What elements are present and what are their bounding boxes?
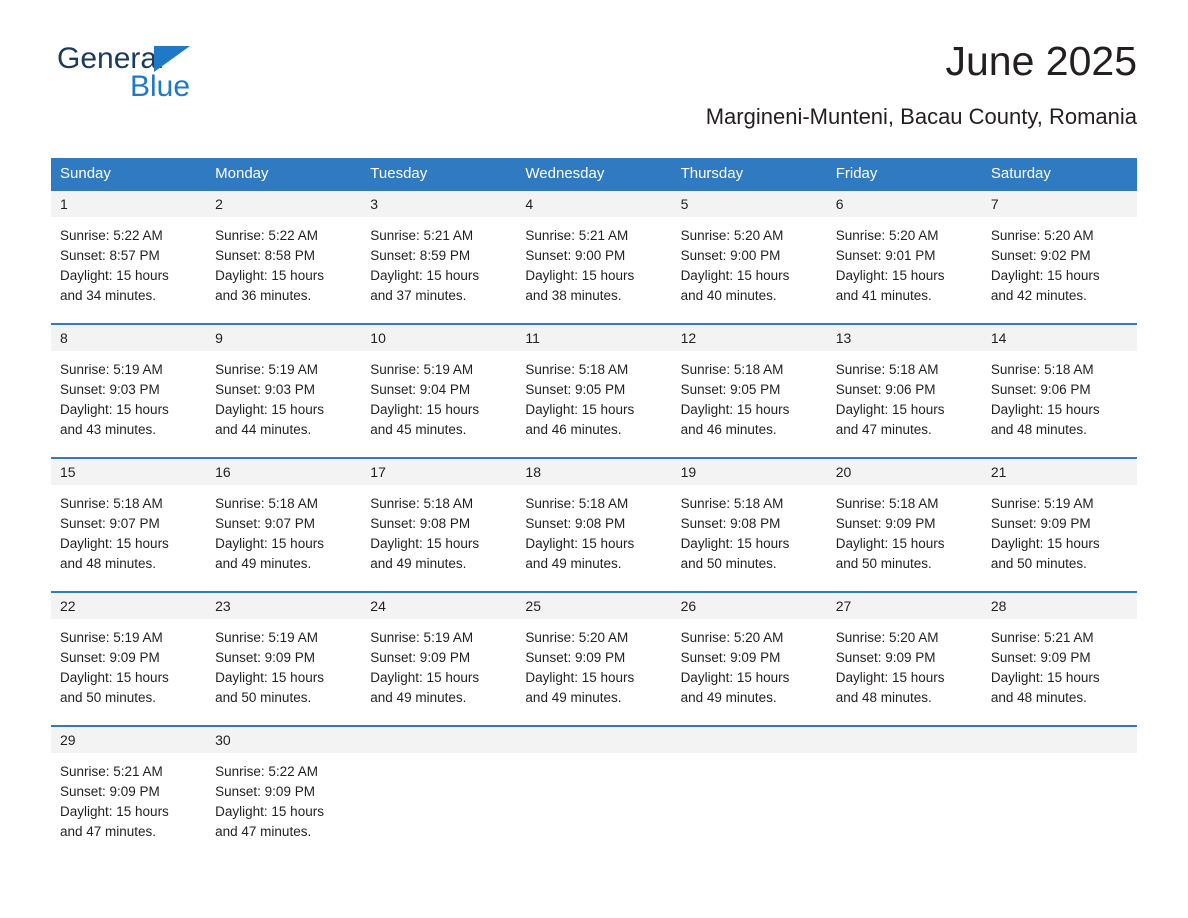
day-number: 6 bbox=[827, 191, 982, 217]
daylight-text-line1: Daylight: 15 hours bbox=[60, 402, 169, 417]
sunrise-text: Sunrise: 5:18 AM bbox=[835, 362, 939, 377]
sunset-text: Sunset: 9:00 PM bbox=[525, 248, 626, 263]
logo-triangle-icon bbox=[154, 46, 190, 72]
daylight-text-line1: Daylight: 15 hours bbox=[990, 268, 1100, 283]
day-cell[interactable] bbox=[206, 591, 361, 725]
weekday-header-row bbox=[51, 158, 1137, 189]
sunset-text: Sunset: 9:09 PM bbox=[835, 516, 936, 531]
daylight-text-line1: Daylight: 15 hours bbox=[835, 670, 945, 685]
day-number: 22 bbox=[51, 593, 206, 619]
sunrise-text: Sunrise: 5:18 AM bbox=[60, 496, 163, 511]
daylight-text-line2: and 49 minutes. bbox=[370, 690, 467, 705]
day-details bbox=[827, 619, 982, 708]
day-details bbox=[206, 753, 361, 842]
day-cell[interactable] bbox=[827, 323, 982, 457]
daylight-text-line2: and 41 minutes. bbox=[835, 288, 932, 303]
daylight-text-line1: Daylight: 15 hours bbox=[60, 268, 169, 283]
day-details bbox=[516, 619, 671, 708]
day-number: 11 bbox=[516, 325, 671, 351]
day-cell[interactable] bbox=[361, 457, 516, 591]
day-details bbox=[516, 351, 671, 440]
day-number: 4 bbox=[516, 191, 671, 217]
sunrise-text: Sunrise: 5:22 AM bbox=[215, 228, 318, 243]
daylight-text-line1: Daylight: 15 hours bbox=[215, 536, 324, 551]
logo-text-blue: Blue bbox=[130, 70, 191, 103]
sunset-text: Sunset: 8:58 PM bbox=[215, 248, 315, 263]
sunrise-text: Sunrise: 5:18 AM bbox=[525, 362, 629, 377]
day-details bbox=[982, 619, 1137, 708]
day-number: 14 bbox=[982, 325, 1137, 351]
sunrise-sunset-calendar bbox=[51, 158, 1137, 859]
daylight-text-line2: and 50 minutes. bbox=[990, 556, 1087, 571]
daylight-text-line2: and 49 minutes. bbox=[370, 556, 467, 571]
sunset-text: Sunset: 9:09 PM bbox=[525, 650, 626, 665]
sunset-text: Sunset: 9:00 PM bbox=[680, 248, 781, 263]
daylight-text-line2: and 50 minutes. bbox=[680, 556, 777, 571]
daylight-text-line1: Daylight: 15 hours bbox=[215, 402, 324, 417]
calendar-week-row bbox=[51, 591, 1137, 725]
day-number: 30 bbox=[206, 727, 361, 753]
daylight-text-line2: and 48 minutes. bbox=[60, 556, 157, 571]
sunrise-text: Sunrise: 5:19 AM bbox=[60, 362, 163, 377]
day-details bbox=[361, 619, 516, 708]
daylight-text-line2: and 47 minutes. bbox=[835, 422, 932, 437]
sunset-text: Sunset: 9:07 PM bbox=[60, 516, 160, 531]
daylight-text-line1: Daylight: 15 hours bbox=[525, 670, 635, 685]
day-details bbox=[361, 351, 516, 440]
daylight-text-line1: Daylight: 15 hours bbox=[835, 536, 945, 551]
day-number: 27 bbox=[827, 593, 982, 619]
daylight-text-line2: and 45 minutes. bbox=[370, 422, 467, 437]
day-cell[interactable] bbox=[827, 457, 982, 591]
logo-text-general: General bbox=[57, 42, 164, 75]
day-number: 9 bbox=[206, 325, 361, 351]
daylight-text-line1: Daylight: 15 hours bbox=[990, 536, 1100, 551]
sunrise-text: Sunrise: 5:20 AM bbox=[835, 228, 939, 243]
sunset-text: Sunset: 9:06 PM bbox=[990, 382, 1091, 397]
day-details bbox=[206, 217, 361, 306]
day-number: 29 bbox=[51, 727, 206, 753]
day-number: 10 bbox=[361, 325, 516, 351]
daylight-text-line2: and 43 minutes. bbox=[60, 422, 157, 437]
day-cell[interactable] bbox=[827, 189, 982, 323]
day-cell[interactable] bbox=[361, 189, 516, 323]
sunset-text: Sunset: 9:09 PM bbox=[680, 650, 781, 665]
daylight-text-line2: and 48 minutes. bbox=[990, 690, 1087, 705]
day-cell-empty bbox=[982, 725, 1137, 859]
weekday-header-friday: Friday bbox=[827, 158, 982, 189]
sunset-text: Sunset: 9:01 PM bbox=[835, 248, 936, 263]
day-details bbox=[51, 619, 206, 708]
day-cell[interactable] bbox=[51, 323, 206, 457]
weekday-header-tuesday: Tuesday bbox=[361, 158, 516, 189]
day-cell[interactable] bbox=[206, 189, 361, 323]
day-number-empty bbox=[672, 727, 827, 753]
weekday-header-sunday: Sunday bbox=[51, 158, 206, 189]
sunset-text: Sunset: 9:08 PM bbox=[370, 516, 471, 531]
day-details bbox=[51, 351, 206, 440]
daylight-text-line1: Daylight: 15 hours bbox=[215, 670, 324, 685]
day-number-empty bbox=[827, 727, 982, 753]
sunrise-text: Sunrise: 5:19 AM bbox=[215, 362, 318, 377]
calendar-week-row bbox=[51, 323, 1137, 457]
sunrise-text: Sunrise: 5:18 AM bbox=[215, 496, 318, 511]
daylight-text-line1: Daylight: 15 hours bbox=[370, 670, 480, 685]
daylight-text-line2: and 48 minutes. bbox=[835, 690, 932, 705]
day-details bbox=[206, 485, 361, 574]
sunrise-text: Sunrise: 5:19 AM bbox=[370, 362, 474, 377]
daylight-text-line2: and 36 minutes. bbox=[215, 288, 312, 303]
day-cell[interactable] bbox=[982, 457, 1137, 591]
daylight-text-line1: Daylight: 15 hours bbox=[370, 536, 480, 551]
day-cell[interactable] bbox=[516, 457, 671, 591]
day-details bbox=[206, 619, 361, 708]
daylight-text-line2: and 49 minutes. bbox=[215, 556, 312, 571]
daylight-text-line2: and 40 minutes. bbox=[680, 288, 777, 303]
day-cell-empty bbox=[827, 725, 982, 859]
sunrise-text: Sunrise: 5:18 AM bbox=[525, 496, 629, 511]
daylight-text-line2: and 34 minutes. bbox=[60, 288, 157, 303]
sunset-text: Sunset: 9:07 PM bbox=[215, 516, 315, 531]
sunset-text: Sunset: 9:08 PM bbox=[680, 516, 781, 531]
sunrise-text: Sunrise: 5:19 AM bbox=[215, 630, 318, 645]
sunrise-text: Sunrise: 5:18 AM bbox=[680, 496, 784, 511]
sunset-text: Sunset: 9:05 PM bbox=[680, 382, 781, 397]
calendar-week-row bbox=[51, 189, 1137, 323]
weekday-header-monday: Monday bbox=[206, 158, 361, 189]
day-number: 12 bbox=[672, 325, 827, 351]
day-number: 26 bbox=[672, 593, 827, 619]
sunrise-text: Sunrise: 5:21 AM bbox=[525, 228, 629, 243]
sunset-text: Sunset: 9:09 PM bbox=[835, 650, 936, 665]
day-details bbox=[827, 485, 982, 574]
daylight-text-line1: Daylight: 15 hours bbox=[525, 536, 635, 551]
day-details bbox=[672, 351, 827, 440]
day-cell[interactable] bbox=[982, 323, 1137, 457]
daylight-text-line1: Daylight: 15 hours bbox=[370, 268, 480, 283]
sunset-text: Sunset: 8:57 PM bbox=[60, 248, 160, 263]
sunset-text: Sunset: 9:06 PM bbox=[835, 382, 936, 397]
day-cell[interactable] bbox=[51, 591, 206, 725]
day-number: 23 bbox=[206, 593, 361, 619]
daylight-text-line2: and 47 minutes. bbox=[60, 824, 157, 839]
calendar-week-row bbox=[51, 457, 1137, 591]
day-number: 25 bbox=[516, 593, 671, 619]
daylight-text-line1: Daylight: 15 hours bbox=[60, 804, 169, 819]
day-number: 16 bbox=[206, 459, 361, 485]
daylight-text-line1: Daylight: 15 hours bbox=[215, 804, 324, 819]
day-cell[interactable] bbox=[206, 725, 361, 859]
daylight-text-line2: and 47 minutes. bbox=[215, 824, 312, 839]
sunset-text: Sunset: 9:09 PM bbox=[370, 650, 471, 665]
general-blue-logo bbox=[57, 42, 237, 104]
day-cell[interactable] bbox=[516, 189, 671, 323]
sunrise-text: Sunrise: 5:21 AM bbox=[370, 228, 474, 243]
day-number: 1 bbox=[51, 191, 206, 217]
sunrise-text: Sunrise: 5:18 AM bbox=[370, 496, 474, 511]
calendar-week-row bbox=[51, 725, 1137, 859]
day-cell[interactable] bbox=[672, 323, 827, 457]
daylight-text-line2: and 49 minutes. bbox=[680, 690, 777, 705]
day-number: 15 bbox=[51, 459, 206, 485]
day-details bbox=[516, 217, 671, 306]
daylight-text-line1: Daylight: 15 hours bbox=[215, 268, 324, 283]
day-cell[interactable] bbox=[361, 323, 516, 457]
day-cell[interactable] bbox=[206, 323, 361, 457]
weekday-header-thursday: Thursday bbox=[672, 158, 827, 189]
sunrise-text: Sunrise: 5:18 AM bbox=[835, 496, 939, 511]
day-details bbox=[516, 485, 671, 574]
sunset-text: Sunset: 9:03 PM bbox=[60, 382, 160, 397]
day-cell-empty bbox=[672, 725, 827, 859]
day-number: 17 bbox=[361, 459, 516, 485]
day-details bbox=[51, 217, 206, 306]
day-number: 3 bbox=[361, 191, 516, 217]
weekday-header-wednesday: Wednesday bbox=[516, 158, 671, 189]
day-cell[interactable] bbox=[361, 591, 516, 725]
daylight-text-line1: Daylight: 15 hours bbox=[990, 402, 1100, 417]
day-number: 2 bbox=[206, 191, 361, 217]
sunset-text: Sunset: 9:02 PM bbox=[990, 248, 1091, 263]
day-cell[interactable] bbox=[672, 591, 827, 725]
page-title: June 2025 bbox=[945, 38, 1137, 84]
daylight-text-line1: Daylight: 15 hours bbox=[835, 268, 945, 283]
sunset-text: Sunset: 9:04 PM bbox=[370, 382, 471, 397]
day-number-empty bbox=[982, 727, 1137, 753]
day-number: 5 bbox=[672, 191, 827, 217]
sunset-text: Sunset: 9:09 PM bbox=[215, 784, 315, 799]
sunset-text: Sunset: 9:05 PM bbox=[525, 382, 626, 397]
sunrise-text: Sunrise: 5:20 AM bbox=[990, 228, 1094, 243]
day-cell[interactable] bbox=[516, 323, 671, 457]
daylight-text-line2: and 50 minutes. bbox=[835, 556, 932, 571]
day-cell[interactable] bbox=[51, 725, 206, 859]
daylight-text-line1: Daylight: 15 hours bbox=[680, 268, 790, 283]
day-cell-empty bbox=[516, 725, 671, 859]
day-details bbox=[982, 351, 1137, 440]
sunrise-text: Sunrise: 5:18 AM bbox=[990, 362, 1094, 377]
daylight-text-line1: Daylight: 15 hours bbox=[990, 670, 1100, 685]
day-number: 21 bbox=[982, 459, 1137, 485]
daylight-text-line2: and 37 minutes. bbox=[370, 288, 467, 303]
day-cell[interactable] bbox=[982, 591, 1137, 725]
daylight-text-line1: Daylight: 15 hours bbox=[680, 402, 790, 417]
daylight-text-line1: Daylight: 15 hours bbox=[60, 536, 169, 551]
sunset-text: Sunset: 9:09 PM bbox=[215, 650, 315, 665]
daylight-text-line1: Daylight: 15 hours bbox=[60, 670, 169, 685]
weekday-header-saturday: Saturday bbox=[982, 158, 1137, 189]
sunrise-text: Sunrise: 5:20 AM bbox=[680, 630, 784, 645]
day-cell-empty bbox=[361, 725, 516, 859]
day-cell[interactable] bbox=[982, 189, 1137, 323]
day-details bbox=[827, 351, 982, 440]
sunrise-text: Sunrise: 5:22 AM bbox=[215, 764, 318, 779]
day-number: 28 bbox=[982, 593, 1137, 619]
daylight-text-line2: and 38 minutes. bbox=[525, 288, 622, 303]
daylight-text-line2: and 50 minutes. bbox=[215, 690, 312, 705]
day-cell[interactable] bbox=[516, 591, 671, 725]
sunset-text: Sunset: 9:09 PM bbox=[990, 516, 1091, 531]
day-details bbox=[51, 753, 206, 842]
day-details bbox=[672, 217, 827, 306]
sunset-text: Sunset: 9:03 PM bbox=[215, 382, 315, 397]
day-details bbox=[672, 485, 827, 574]
sunrise-text: Sunrise: 5:20 AM bbox=[525, 630, 629, 645]
day-number: 7 bbox=[982, 191, 1137, 217]
day-details bbox=[361, 217, 516, 306]
sunset-text: Sunset: 9:08 PM bbox=[525, 516, 626, 531]
day-cell[interactable] bbox=[672, 189, 827, 323]
day-number: 24 bbox=[361, 593, 516, 619]
day-number: 20 bbox=[827, 459, 982, 485]
sunrise-text: Sunrise: 5:18 AM bbox=[680, 362, 784, 377]
daylight-text-line2: and 46 minutes. bbox=[525, 422, 622, 437]
day-cell[interactable] bbox=[51, 457, 206, 591]
daylight-text-line1: Daylight: 15 hours bbox=[525, 268, 635, 283]
day-details bbox=[206, 351, 361, 440]
daylight-text-line1: Daylight: 15 hours bbox=[525, 402, 635, 417]
day-details bbox=[672, 619, 827, 708]
day-cell[interactable] bbox=[827, 591, 982, 725]
day-number-empty bbox=[516, 727, 671, 753]
day-details bbox=[51, 485, 206, 574]
sunrise-text: Sunrise: 5:22 AM bbox=[60, 228, 163, 243]
page-header bbox=[51, 0, 1137, 129]
day-number: 18 bbox=[516, 459, 671, 485]
daylight-text-line1: Daylight: 15 hours bbox=[835, 402, 945, 417]
day-cell[interactable] bbox=[206, 457, 361, 591]
daylight-text-line2: and 48 minutes. bbox=[990, 422, 1087, 437]
sunrise-text: Sunrise: 5:20 AM bbox=[680, 228, 784, 243]
sunrise-text: Sunrise: 5:19 AM bbox=[990, 496, 1094, 511]
sunset-text: Sunset: 9:09 PM bbox=[60, 784, 160, 799]
daylight-text-line1: Daylight: 15 hours bbox=[680, 536, 790, 551]
day-details bbox=[982, 217, 1137, 306]
sunset-text: Sunset: 9:09 PM bbox=[990, 650, 1091, 665]
sunrise-text: Sunrise: 5:21 AM bbox=[60, 764, 163, 779]
calendar-body bbox=[51, 189, 1137, 859]
daylight-text-line2: and 42 minutes. bbox=[990, 288, 1087, 303]
day-number: 19 bbox=[672, 459, 827, 485]
daylight-text-line2: and 50 minutes. bbox=[60, 690, 157, 705]
daylight-text-line2: and 46 minutes. bbox=[680, 422, 777, 437]
day-cell[interactable] bbox=[672, 457, 827, 591]
daylight-text-line2: and 49 minutes. bbox=[525, 690, 622, 705]
location-subtitle: Margineni-Munteni, Bacau County, Romania bbox=[705, 104, 1137, 129]
daylight-text-line1: Daylight: 15 hours bbox=[680, 670, 790, 685]
day-details bbox=[827, 217, 982, 306]
day-number-empty bbox=[361, 727, 516, 753]
day-cell[interactable] bbox=[51, 189, 206, 323]
day-number: 13 bbox=[827, 325, 982, 351]
sunrise-text: Sunrise: 5:19 AM bbox=[370, 630, 474, 645]
sunrise-text: Sunrise: 5:21 AM bbox=[990, 630, 1094, 645]
daylight-text-line2: and 44 minutes. bbox=[215, 422, 312, 437]
sunrise-text: Sunrise: 5:20 AM bbox=[835, 630, 939, 645]
day-number: 8 bbox=[51, 325, 206, 351]
sunset-text: Sunset: 8:59 PM bbox=[370, 248, 471, 263]
daylight-text-line1: Daylight: 15 hours bbox=[370, 402, 480, 417]
sunrise-text: Sunrise: 5:19 AM bbox=[60, 630, 163, 645]
sunset-text: Sunset: 9:09 PM bbox=[60, 650, 160, 665]
daylight-text-line2: and 49 minutes. bbox=[525, 556, 622, 571]
day-details bbox=[982, 485, 1137, 574]
day-details bbox=[361, 485, 516, 574]
